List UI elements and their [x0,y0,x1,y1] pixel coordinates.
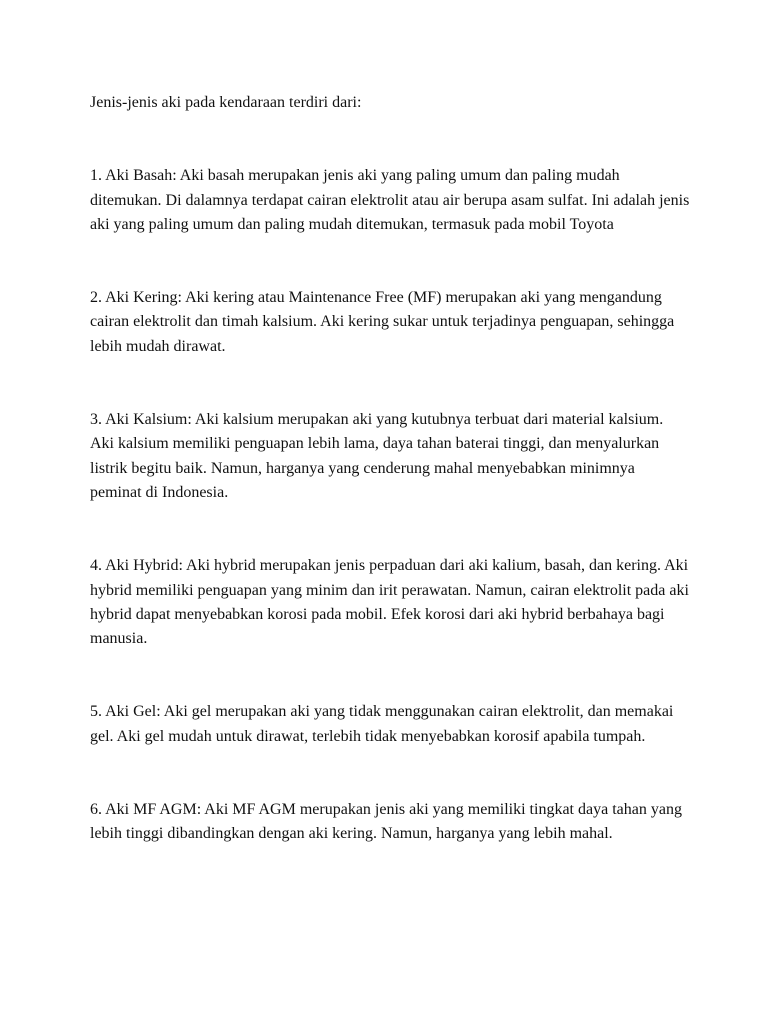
list-item-aki-kalsium: 3. Aki Kalsium: Aki kalsium merupakan aki yang kutubnya terbuat dari material kalsium. Aki kalsium memiliki penguapan lebih lama, daya tahan baterai tinggi, dan menyalurkan listrik begitu baik. Namun, harganya yang cenderung mahal menyebabkan minimnya peminat di Indonesia. [90,411,664,501]
document-body [90,91,690,896]
intro-paragraph: Jenis-jenis aki pada kendaraan terdiri dari: [90,94,362,111]
list-item-aki-hybrid: 4. Aki Hybrid: Aki hybrid merupakan jenis perpaduan dari aki kalium, basah, dan kering. Aki hybrid memiliki penguapan yang minim dan irit perawatan. Namun, cairan elektrolit pada aki hybrid dapat menyebabkan korosi pada mobil. Efek korosi dari aki hybrid berbahaya bagi manusia. [90,557,689,648]
list-item-aki-mf-agm: 6. Aki MF AGM: Aki MF AGM merupakan jenis aki yang memiliki tingkat daya tahan yang lebih tinggi dibandingkan dengan aki kering. Namun, harganya yang lebih mahal. [90,801,682,843]
list-item-aki-kering: 2. Aki Kering: Aki kering atau Maintenance Free (MF) merupakan aki yang mengandung cairan elektrolit dan timah kalsium. Aki kering sukar untuk terjadinya penguapan, sehingga lebih mudah dirawat. [90,289,675,355]
list-item-aki-basah: 1. Aki Basah: Aki basah merupakan jenis aki yang paling umum dan paling mudah ditemukan. Di dalamnya terdapat cairan elektrolit atau air berupa asam sulfat. Ini adalah jenis aki yang paling umum dan paling mudah ditemukan, termasuk pada mobil Toyota [90,167,690,233]
list-item-aki-gel: 5. Aki Gel: Aki gel merupakan aki yang tidak menggunakan cairan elektrolit, dan memakai gel. Aki gel mudah untuk dirawat, terlebih tidak menyebabkan korosif apabila tumpah. [90,703,674,745]
